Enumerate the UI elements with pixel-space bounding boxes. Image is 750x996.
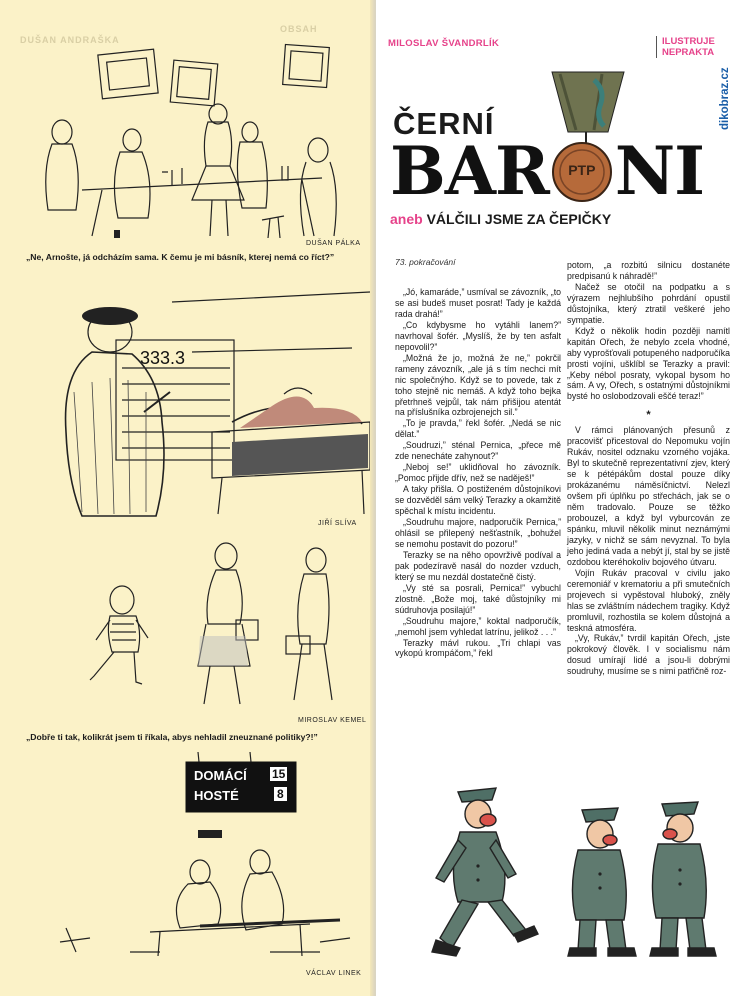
paragraph: „Vy, Rukáv,” tvrdil kapitán Ořech, „jste pokrokový člověk. I v socialismu nám dosud umírají lidé a jsou-li dobrými soudruhy, musíme se s nimi patřičně roz- bbox=[567, 633, 730, 677]
cartoon-credit: MIROSLAV KEMEL bbox=[298, 717, 367, 724]
paragraph: Vojín Rukáv pracoval v civilu jako ceremoniář v krematoriu a při smutečních projevech si vypěstoval hluboký, zněly hlas se zvláštním nádechem tragiky. Když promluvil, rozhostila se kolem důstojná a teskná atmosféra. bbox=[567, 567, 730, 633]
paragraph: Terazky se na něho opovrživě podíval a pak podezíravě nasál do nozder vzduch, který se mu nezdál dostatečně čistý. bbox=[395, 549, 561, 582]
title-line-1: ČERNÍ bbox=[393, 106, 495, 141]
article-author: MILOSLAV ŠVANDRLÍK bbox=[388, 38, 500, 49]
title-part-1: BAR bbox=[390, 132, 549, 210]
title-part-2: NI bbox=[614, 132, 705, 210]
cartoon-bar-scene bbox=[22, 40, 360, 240]
paragraph: „Soudruhu majore, nadporučík Pernica,” ohlásil se přilepený nešťastník, „bohužel se nemohu postavit do pozoru!” bbox=[395, 517, 561, 549]
medal-letter-o bbox=[550, 140, 614, 200]
paragraph: V rámci plánovaných přesunů z pracovišť přicestoval do Nepomuku vojín Rukáv, nositel odznaku vzorného vojáka. Byl to skutečně reprezentativní zjev, který se k pétépákům dostal pouze díky prokázanému náměsíčnictví. Nelezl ovšem při úplňku po střechách, jak se o něm tradovalo. Pouze se těžko probouzel, a když byl vyburcován ze spánku, mluvil několik minut neznámými jazyky, v nichž se sám nevyznal. To byla jeho jediná vada a nebýt jí, stal by se jistě ozdobou kteréhokoliv bojového útvaru. bbox=[567, 425, 730, 567]
paragraph: Když o několik hodin později namítl kapitán Ořech, že nebylo zcela vhodné, aby vyprošťovali potupeného nadporučíka prosti vojíni, ušklíbl se Terazky a pravil: „Keby nébol posraty, vykopal bysom ho sám. A vy, Ořech, s ostatnými důstojníkmi bysté ho oslobodzovali eščé teraz!” bbox=[567, 325, 730, 402]
article-column-2 bbox=[567, 260, 730, 677]
subtitle-aneb: aneb bbox=[390, 211, 423, 227]
cartoon-scoreboard-scene bbox=[50, 752, 362, 968]
header-fragment-obsah: OBSAH bbox=[280, 24, 318, 34]
cartoon-credit: DUŠAN PÁLKA bbox=[306, 240, 361, 247]
paragraph: „Co kdybysme ho vytáhli lanem?” navrhoval šofér. „Myslíš, že by ten asfalt nepovolil?” bbox=[395, 319, 561, 352]
medal-text: PTP bbox=[568, 162, 596, 178]
article-column-1 bbox=[395, 287, 561, 659]
illustrator-label: ILUSTRUJE bbox=[662, 36, 715, 47]
article-subtitle bbox=[390, 211, 611, 227]
cartoon-caption: „Ne, Arnošte, já odcházím sama. K čemu je mi básník, kterej nemá co říct?” bbox=[26, 252, 335, 262]
illustrator-name: NEPRAKTA bbox=[662, 47, 715, 58]
scoreboard-home-label: DOMÁCÍ bbox=[194, 768, 247, 783]
paragraph: „Soudruhu majore,” koktal nadporučík, „nemohl jsem vyhledat latrínu, jelikož . . .” bbox=[395, 615, 561, 637]
subtitle-text: VÁLČILI JSME ZA ČEPIČKY bbox=[426, 211, 612, 227]
tally-counter-text: 333.3 bbox=[140, 348, 186, 368]
soldiers-illustration bbox=[430, 770, 730, 960]
header-fragment-name: DUŠAN ANDRAŠKA bbox=[20, 35, 120, 45]
scoreboard-home-score: 15 bbox=[272, 767, 286, 781]
scoreboard-away-label: HOSTÉ bbox=[194, 788, 239, 803]
title-line-2 bbox=[390, 132, 705, 210]
cartoon-credit: VÁCLAV LINEK bbox=[306, 970, 362, 977]
paragraph: potom, „a rozbitú silnicu dostanéte predpisanú k náhradě!” bbox=[567, 260, 730, 281]
cartoon-credit: JIŘÍ SLÍVA bbox=[318, 520, 357, 527]
paragraph: Načež se otočil na podpatku a s výrazem nejhlubšího pohrdání opustil důstojníka, který ztratil veškeré jeho sympatie. bbox=[567, 281, 730, 325]
paragraph: A taky přišla. O postiženém důstojníkovi se dozvěděl sám velký Terazky a okamžitě spěchal k místu incidentu. bbox=[395, 484, 561, 517]
scoreboard-away-score: 8 bbox=[274, 787, 287, 801]
watermark-text[interactable]: dikobraz.cz bbox=[719, 67, 731, 130]
cartoon-walking-family bbox=[70, 536, 360, 716]
paragraph: Terazky mávl rukou. „Tri chlapi vas vykopú krompáčom,” řekl bbox=[395, 637, 561, 659]
article-illustrator bbox=[656, 36, 715, 58]
section-separator: * bbox=[646, 409, 651, 422]
continuation-label: 73. pokračování bbox=[395, 257, 456, 267]
paragraph: „Neboj se!” uklidňoval ho závozník. „Pomoc přijde dřív, než se naděješ!” bbox=[395, 462, 561, 484]
cartoon-painter-scene bbox=[52, 282, 370, 522]
paragraph: „Možná že jo, možná že ne,” pokrčil rameny závozník, „ale já s tím nechci mít nic společnýho. Když se to povede, tak z toho stejně nic nemáš. A když toho bejka přetrhneš vejpůl, tak nám přišijou atentát na příslušníka ozbrojenejch sil.” bbox=[395, 352, 561, 418]
scoreboard-row-home bbox=[192, 766, 292, 784]
watermark[interactable] bbox=[719, 20, 743, 150]
paragraph: „Jó, kamaráde,” usmíval se závozník, „to se asi budeš muset posrat! Tady je každá rada drahá!” bbox=[395, 287, 561, 319]
paragraph: „Soudruzi,” sténal Pernica, „přece mě zde nenecháte zahynout?” bbox=[395, 440, 561, 462]
paragraph: „To je pravda,” řekl šofér. „Nedá se nic dělat.” bbox=[395, 418, 561, 440]
scoreboard-row-away bbox=[192, 786, 292, 804]
cartoon-caption: „Dobře ti tak, kolikrát jsem ti říkala, abys nehladil zneuznané politiky?!” bbox=[26, 732, 318, 742]
paragraph: „Vy sté sa posrali, Pernica!” vybuchl zlostně. „Bože moj, také důstojníky mi súdruhovja posilajú!” bbox=[395, 582, 561, 615]
